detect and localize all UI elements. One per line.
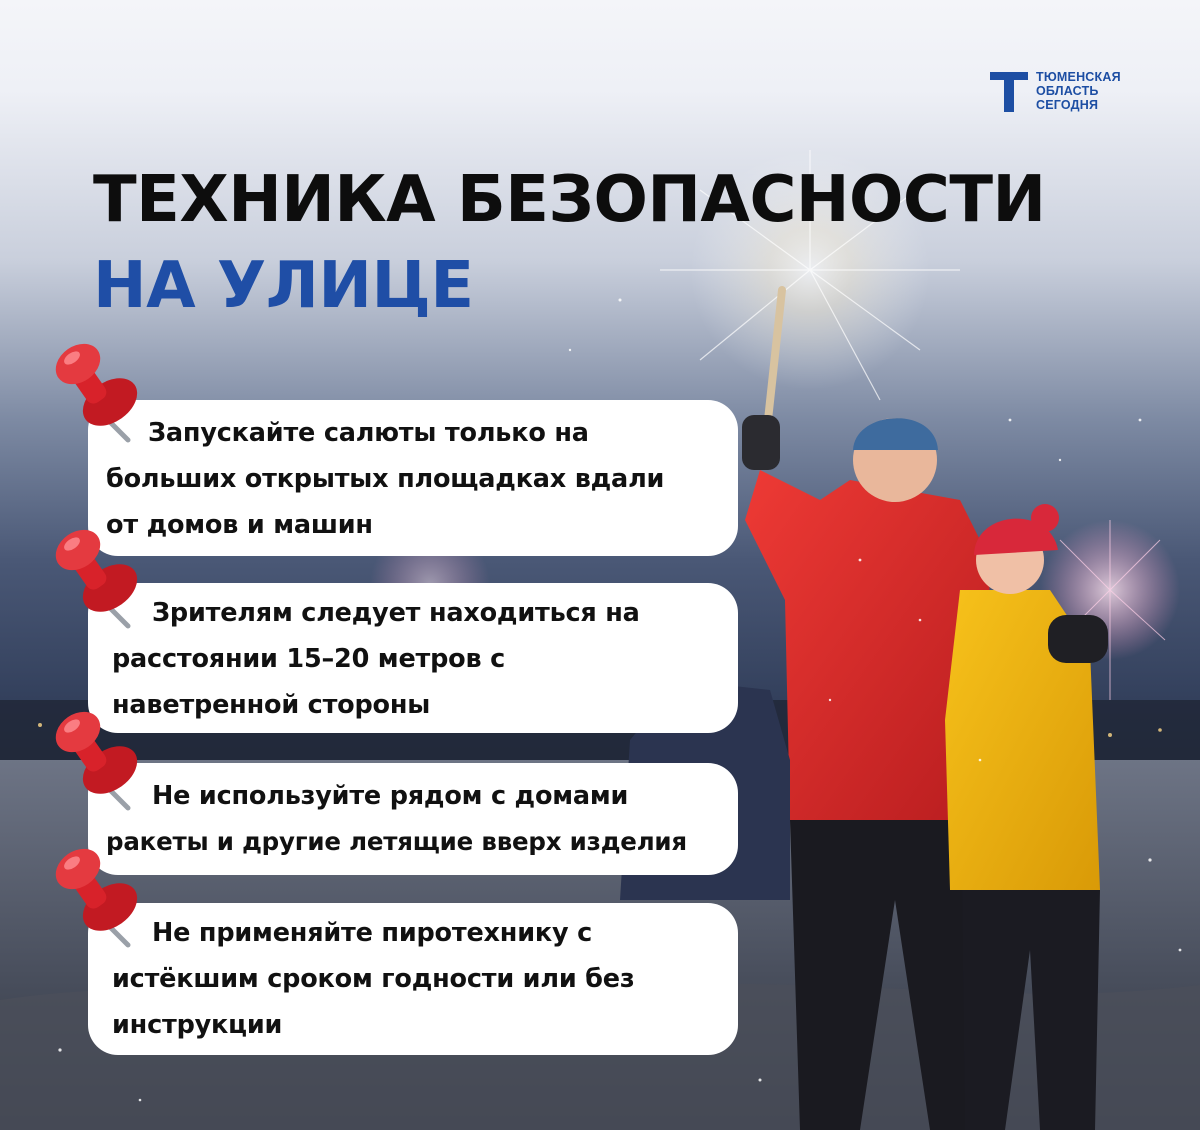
tip-line: инструкции [112,1010,283,1040]
tip-line: расстоянии 15–20 метров с [112,644,506,674]
brand-name [1036,70,1146,112]
tip-line: ракеты и другие летящие вверх изделия [106,827,687,856]
tip-line: Запускайте салюты только на [148,418,589,448]
page-title: ТЕХНИКА БЕЗОПАСНОСТИ [93,163,1046,237]
tip-card-4 [88,903,738,1055]
tip-line: наветренной стороны [112,690,431,720]
pushpin-icon [48,708,144,818]
page-subtitle: НА УЛИЦЕ [93,249,474,323]
tip-card-1 [88,400,738,556]
tip-line: Зрителям следует находиться на [152,598,640,628]
brand-line: СЕГОДНЯ [1036,98,1099,112]
letter-t-logo-icon [990,72,1028,112]
tip-line: больших открытых площадках вдали [106,464,665,494]
tip-line: Не используйте рядом с домами [152,781,629,811]
pushpin-icon [48,340,144,450]
brand-line: ТЮМЕНСКАЯ [1036,70,1121,84]
tip-line: от домов и машин [106,510,373,540]
tip-card-2 [88,583,738,733]
tip-line: Не применяйте пиротехнику с [152,918,592,948]
brand-line: ОБЛАСТЬ [1036,84,1099,98]
brand-logo [990,70,1150,114]
tip-card-3 [88,763,738,875]
pushpin-icon [48,845,144,955]
pushpin-icon [48,526,144,636]
tip-line: истёкшим сроком годности или без [112,964,635,994]
